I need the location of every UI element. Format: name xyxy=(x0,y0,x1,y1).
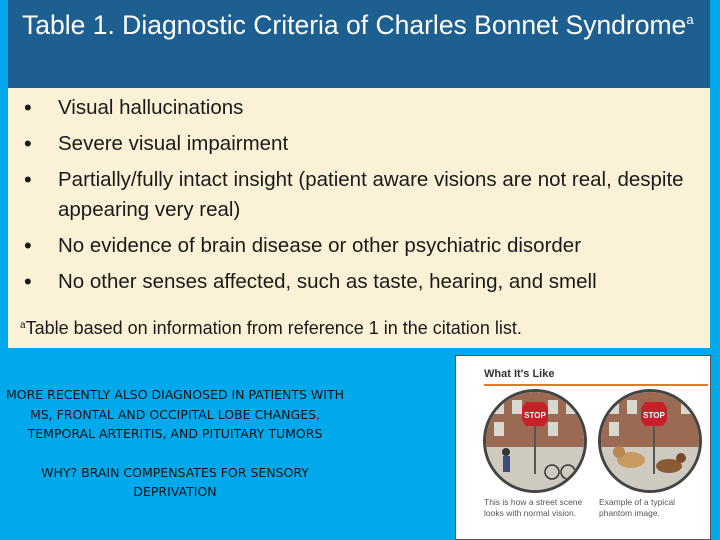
phantom-image xyxy=(598,389,702,493)
footnote-superscript: a xyxy=(20,320,26,331)
phantom-image-caption: Example of a typical phantom image. xyxy=(599,497,676,518)
criteria-item xyxy=(8,165,710,225)
criteria-text: No other senses affected, such as taste, hearing, and smell xyxy=(58,270,597,293)
figure-rule xyxy=(484,384,708,386)
criteria-item xyxy=(8,267,710,297)
criteria-item xyxy=(8,129,710,159)
criteria-text: Partially/fully intact insight (patient aware visions are not real, despite appearing very real) xyxy=(58,168,684,221)
table-header xyxy=(8,0,710,88)
why-note: WHY? BRAIN COMPENSATES FOR SENSORY DEPRIVATION xyxy=(41,464,309,499)
bullet-icon: • xyxy=(24,95,32,120)
bullet-icon: • xyxy=(24,269,32,294)
bullet-icon: • xyxy=(24,167,32,192)
table-title xyxy=(22,8,702,43)
criteria-text: Visual hallucinations xyxy=(58,96,244,119)
criteria-item xyxy=(8,231,710,261)
stop-sign-text: STOP xyxy=(643,411,665,420)
criteria-text: No evidence of brain disease or other psychiatric disorder xyxy=(58,234,582,257)
figure-title: What It's Like xyxy=(484,368,555,380)
table-title-text: Table 1. Diagnostic Criteria of Charles Bonnet Syndrome xyxy=(22,10,687,40)
title-superscript: a xyxy=(686,12,694,27)
criteria-text: Severe visual impairment xyxy=(58,132,289,155)
diagnosis-note: MORE RECENTLY ALSO DIAGNOSED IN PATIENTS WITH MS, FRONTAL AND OCCIPITAL LOBE CHANGES, TEMPORAL ARTERITIS, AND PITUITARY TUMORS xyxy=(5,387,345,441)
normal-vision-image xyxy=(483,389,587,493)
bullet-icon: • xyxy=(24,233,32,258)
criteria-list xyxy=(8,93,710,303)
footnote-text: Table based on information from reference 1 in the citation list. xyxy=(25,318,522,338)
criteria-table xyxy=(8,0,710,348)
stop-sign-text: STOP xyxy=(524,411,546,420)
bullet-icon: • xyxy=(24,131,32,156)
notes-block xyxy=(0,385,350,502)
normal-vision-caption: This is how a street scene looks with normal vision. xyxy=(484,497,583,518)
table-footnote xyxy=(20,318,522,339)
whats-it-like-figure xyxy=(455,355,711,540)
criteria-item xyxy=(8,93,710,123)
